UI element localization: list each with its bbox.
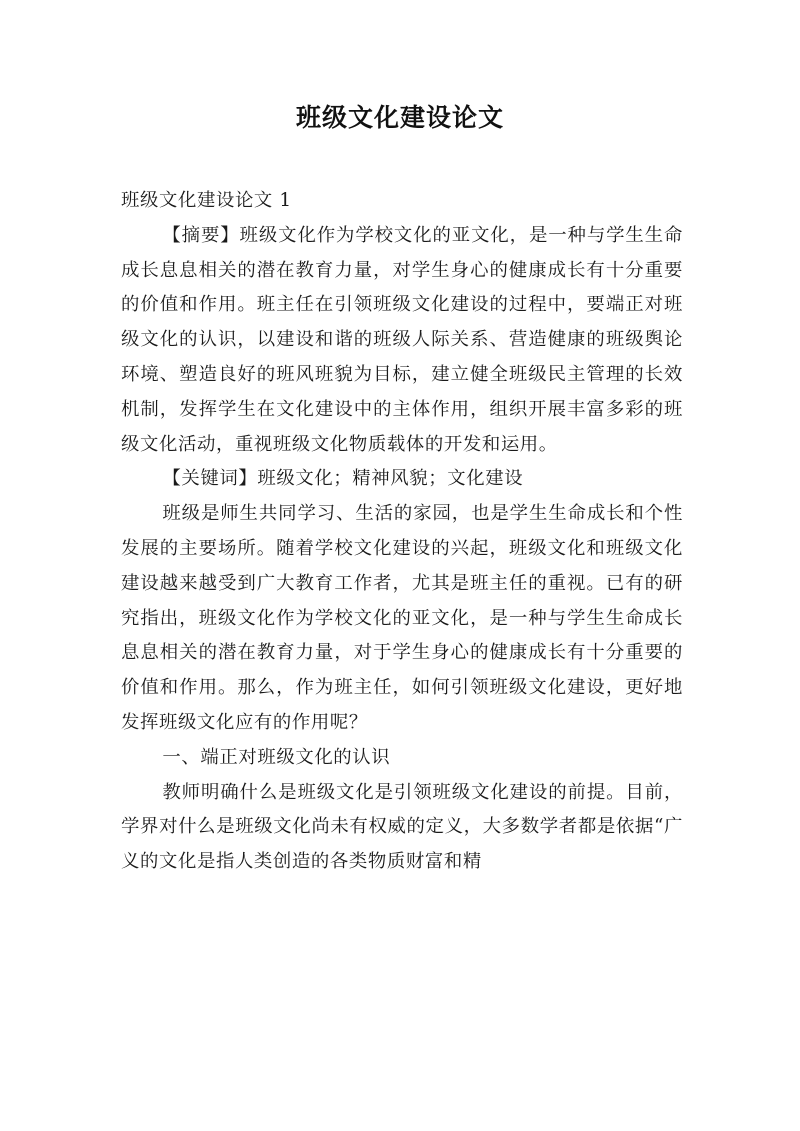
document-title: 班级文化建设论文 xyxy=(295,103,504,132)
intro-paragraph: 班级是师生共同学习、生活的家园，也是学生生命成长和个性发展的主要场所。随着学校文化建设的兴起，班级文化和班级文化建设越来越受到广大教育工作者，尤其是班主任的重视。已有的研究指出，班级文化作为学校文化的亚文化，是一种与学生生命成长息息相关的潜在教育力量，对于学生身心的健康成长有十分重要的价值和作用。那么，作为班主任，如何引领班级文化建设，更好地发挥班级文化应有的作用呢？ xyxy=(121,503,683,733)
section-subtitle: 班级文化建设论文 1 xyxy=(121,190,292,211)
section-paragraph: 教师明确什么是班级文化是引领班级文化建设的前提。目前，学界对什么是班级文化尚未有权威的定义，大多数学者都是依据“广义的文化是指人类创造的各类物质财富和精 xyxy=(121,781,683,873)
keywords-paragraph: 【关键词】班级文化；精神风貌；文化建设 xyxy=(162,468,524,490)
section-heading: 一、端正对班级文化的认识 xyxy=(162,746,391,768)
document-body xyxy=(121,184,683,880)
abstract-paragraph: 【摘要】班级文化作为学校文化的亚文化，是一种与学生生命成长息息相关的潜在教育力量，对学生身心的健康成长有十分重要的价值和作用。班主任在引领班级文化建设的过程中，要端正对班级文化的认识，以建设和谐的班级人际关系、营造健康的班级舆论环境、塑造良好的班风班貌为目标，建立健全班级民主管理的长效机制，发挥学生在文化建设中的主体作用，组织开展丰富多彩的班级文化活动，重视班级文化物质载体的开发和运用。 xyxy=(121,224,683,455)
